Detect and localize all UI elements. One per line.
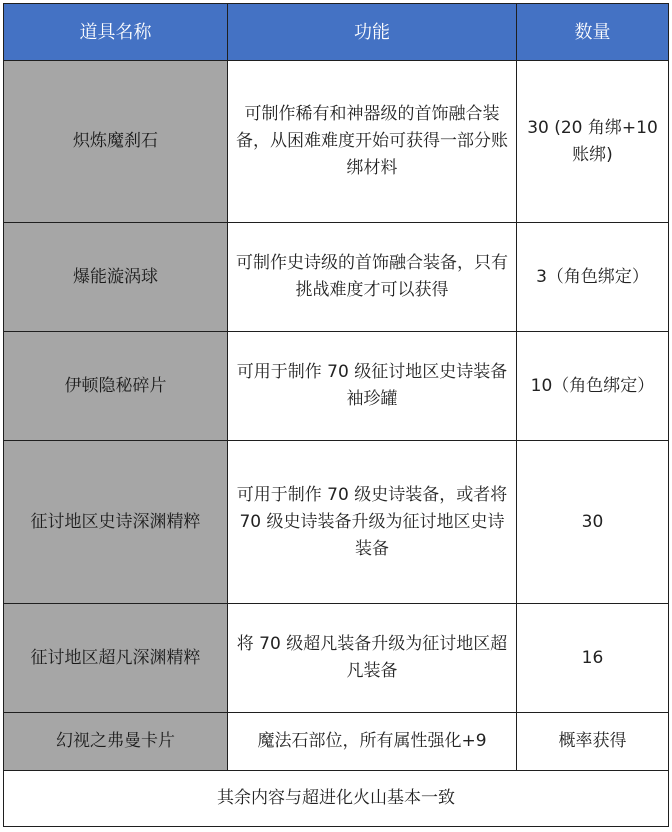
- item-quantity-cell: 30: [517, 441, 669, 604]
- items-table: [3, 3, 669, 827]
- item-function-cell: 将 70 级超凡装备升级为征讨地区超凡装备: [228, 604, 517, 713]
- header-quantity: 数量: [517, 4, 669, 61]
- item-name-cell: 征讨地区超凡深渊精粹: [4, 604, 228, 713]
- item-quantity-cell: 10（角色绑定）: [517, 332, 669, 441]
- item-function-cell: 可制作史诗级的首饰融合装备，只有挑战难度才可以获得: [228, 223, 517, 332]
- table-row: [4, 441, 669, 604]
- item-name-cell: 爆能漩涡球: [4, 223, 228, 332]
- item-function-cell: 魔法石部位，所有属性强化+9: [228, 713, 517, 771]
- header-row: [4, 4, 669, 61]
- item-function-cell: 可制作稀有和神器级的首饰融合装备，从困难难度开始可获得一部分账绑材料: [228, 61, 517, 223]
- header-item-name: 道具名称: [4, 4, 228, 61]
- item-name-cell: 伊顿隐秘碎片: [4, 332, 228, 441]
- footer-row: [4, 771, 669, 827]
- table-row: [4, 713, 669, 771]
- item-quantity-cell: 30 (20 角绑+10 账绑): [517, 61, 669, 223]
- item-quantity-cell: 概率获得: [517, 713, 669, 771]
- item-function-cell: 可用于制作 70 级征讨地区史诗装备袖珍罐: [228, 332, 517, 441]
- header-function: 功能: [228, 4, 517, 61]
- item-function-cell: 可用于制作 70 级史诗装备，或者将 70 级史诗装备升级为征讨地区史诗装备: [228, 441, 517, 604]
- table-row: [4, 604, 669, 713]
- table-row: [4, 61, 669, 223]
- item-quantity-cell: 16: [517, 604, 669, 713]
- item-name-cell: 炽炼魔刹石: [4, 61, 228, 223]
- item-name-cell: 征讨地区史诗深渊精粹: [4, 441, 228, 604]
- table-row: [4, 332, 669, 441]
- item-quantity-cell: 3（角色绑定）: [517, 223, 669, 332]
- table-row: [4, 223, 669, 332]
- footer-note: 其余内容与超进化火山基本一致: [4, 771, 669, 827]
- item-name-cell: 幻视之弗曼卡片: [4, 713, 228, 771]
